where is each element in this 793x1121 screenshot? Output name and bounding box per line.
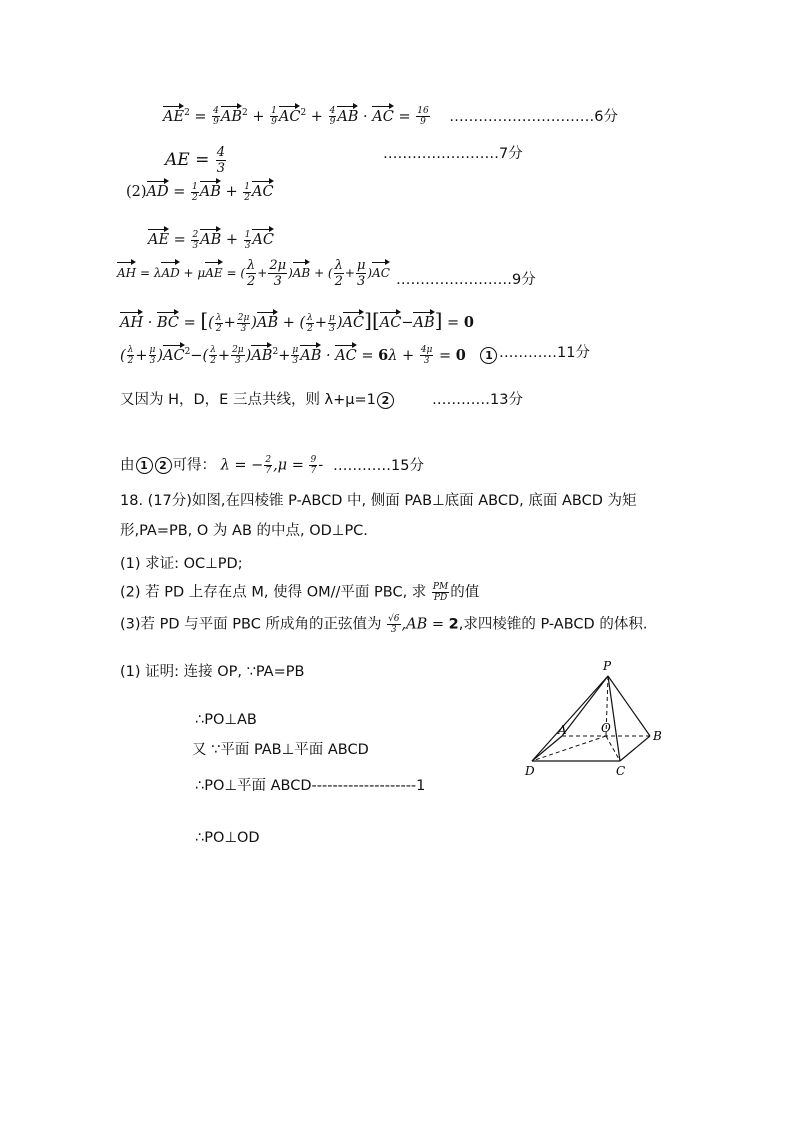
label-b: B [653, 729, 662, 743]
pyramid-figure [520, 658, 690, 783]
solution-line-4: ∴PO⊥平面 ABCD--------------------1 [195, 778, 426, 794]
score-6: …………………………6分 [449, 108, 619, 125]
label-c: C [616, 764, 626, 778]
solution-line-1: (1) 证明: 连接 OP, ∵PA=PB [120, 664, 305, 680]
label-o: O [601, 721, 611, 735]
score-11: …………11分 [499, 345, 590, 361]
solution-line-5: ∴PO⊥OD [195, 830, 260, 846]
eq-ah: AH = λAD + μAE = ( $\frac{\lambda}{2}$ + $\frac{2\mu}{3}$ )AB + ( $\frac{\lambda}{2}$ + $\frac{\mu}{3}$ )AC [117, 258, 390, 289]
circled-one: 1 [480, 347, 497, 364]
score-7: ……………………7分 [383, 146, 523, 162]
edge-cb [620, 736, 650, 761]
question-3: (3)若 PD 与平面 PBC 所成角的正弦值为 $\frac{√6}{3}$ ,AB = 2,求四棱锥的 P-ABCD 的体积. [120, 614, 648, 635]
eq-ae-value: AE = $\frac{4}{3}$ [165, 145, 226, 176]
label-d: D [525, 764, 535, 778]
edge-pb [608, 676, 650, 736]
score-15: …………15分 [333, 458, 424, 474]
solution-line-3: 又 ∵平面 PAB⊥平面 ABCD [192, 742, 369, 758]
score-9: ……………………9分 [396, 272, 536, 288]
solve-line: 由 1 2 可得： λ = − $\frac{2}{7}$ ,μ = $\frac{9}{7}$ - [120, 455, 324, 476]
edge-pc [608, 676, 620, 761]
problem-18-line2: 形,PA=PB, O 为 AB 的中点, OD⊥PC. [120, 523, 368, 539]
circled-two-b: 2 [155, 457, 172, 474]
eq-ad: (2)AD = $\frac{1}{2}$ AB + $\frac{1}{2}$ AC [126, 181, 274, 203]
solution-line-2: ∴PO⊥AB [195, 712, 257, 728]
eq-ah-dot-bc: AH · BC = [( $\frac{\lambda}{2}$ + $\frac{2\mu}{3}$ )AB + ( $\frac{\lambda}{2}$ + $\frac{\mu}{3}$ )AC][AC−AB] = 0 [120, 308, 474, 334]
circled-one-b: 1 [136, 457, 153, 474]
collinear-statement: 又因为 H，D，E 三点共线，则 λ+μ=1 2 [120, 390, 395, 410]
label-a: A [558, 723, 567, 737]
label-p: P [603, 659, 612, 673]
question-1: (1) 求证: OC⊥PD; [120, 556, 243, 572]
eq-expanded: ( $\frac{\lambda}{2}$ + $\frac{\mu}{3}$ )$AC^2-$( $\frac{\lambda}{2}$ + $\frac{2\mu}{3}$ )$AB^2+$ $\frac{\mu}{3}$ AB · AC = 6λ + $\frac{4\mu}{3}$ = 0 1 [120, 342, 498, 366]
problem-18-line1: 18. (17分)如图,在四棱锥 P-ABCD 中, 侧面 PAB⊥底面 ABCD, 底面 ABCD 为矩 [120, 493, 637, 509]
eq-ae-squared: $AE^2$ = $\frac{4}{9}$ $AB^2$ + $\frac{1}{9}$ $AC^2$ + $\frac{4}{9}$ AB · AC = $\frac{16}{9}$ …………………………6分 [163, 106, 619, 128]
circled-two: 2 [377, 392, 394, 409]
edge-ad [532, 736, 562, 761]
score-13: …………13分 [432, 392, 523, 408]
eq-ae-vector: AE = $\frac{2}{3}$ AB + $\frac{1}{3}$ AC [148, 229, 274, 251]
question-2: (2) 若 PD 上存在点 M, 使得 OM//平面 PBC, 求 $\frac{PM}{PD}$ 的值 [120, 582, 480, 603]
